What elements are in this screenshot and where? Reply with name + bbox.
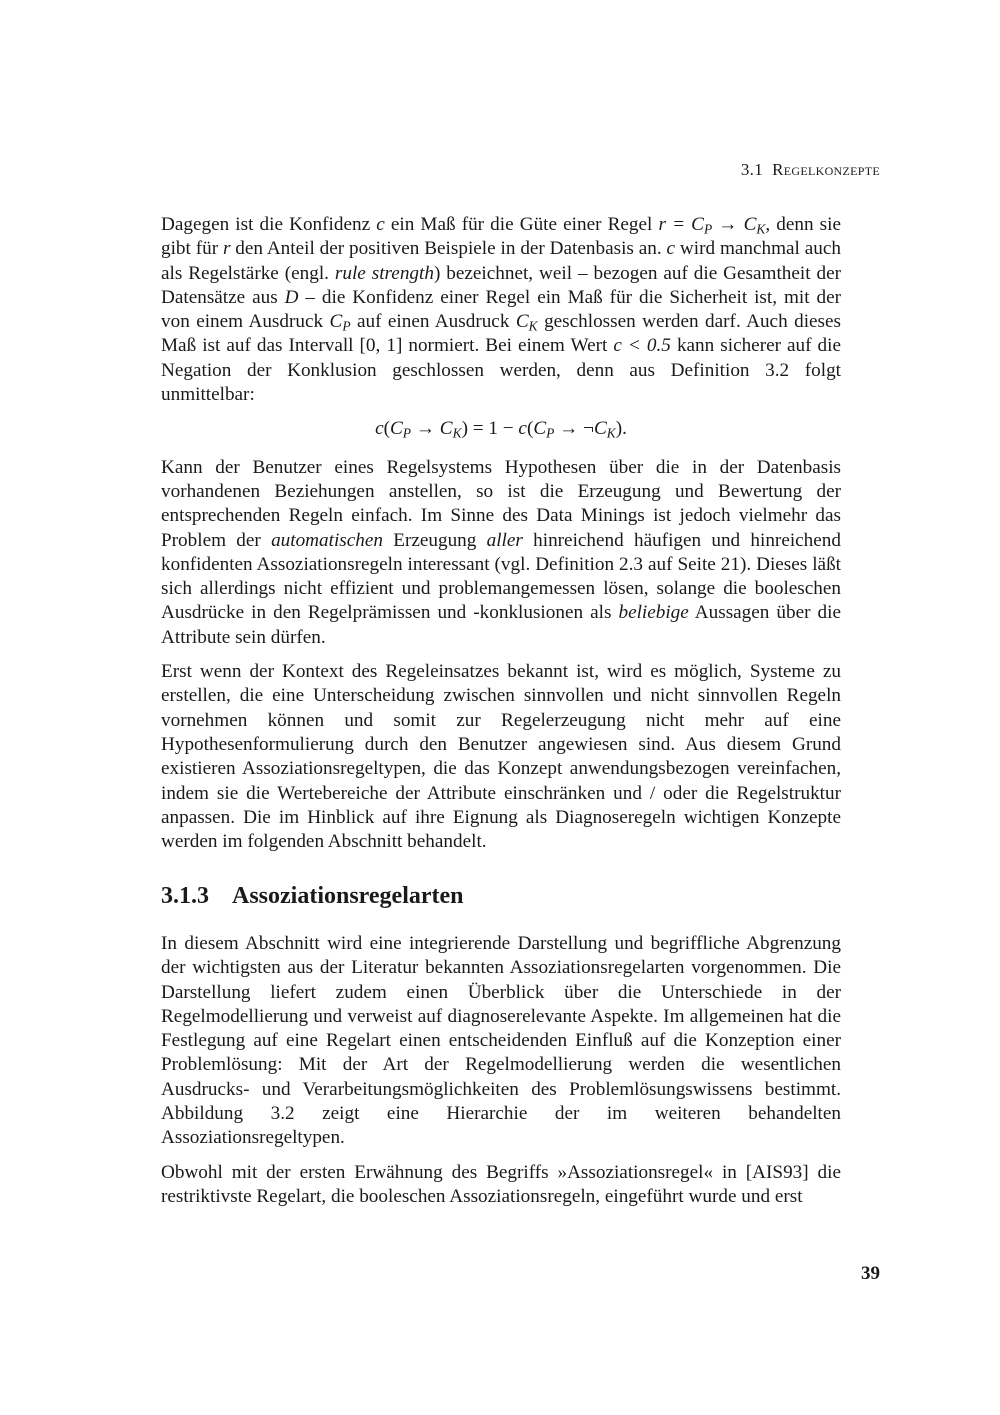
running-header — [741, 160, 880, 180]
section-title: Assoziationsregelarten — [232, 883, 464, 909]
body-text-upper — [161, 213, 841, 864]
body-text-lower — [161, 932, 841, 1219]
section-number: 3.1.3 — [161, 883, 209, 909]
paragraph-obwohl: Obwohl mit der ersten Erwähnung des Begriffs »Assoziationsregel« in [AIS93] die restriktivste Regelart, die booleschen Assoziationsregeln, eingeführt wurde und erst — [161, 1161, 841, 1207]
formula-confidence-negation: $c(C_P \to C_K) = 1 - c(C_P$ → $\neg C_K$). — [375, 418, 627, 441]
section-heading — [161, 883, 464, 910]
header-section-title: Regelkonzepte — [772, 160, 880, 179]
paragraph-abschnitt: In diesem Abschnitt wird eine integrierende Darstellung und begriffliche Abgrenzung der wichtigsten aus der Literatur bekannten Assoziationsregelarten vorgenommen. Die Darstellung liefert zudem einen Überblick über die Unterschiede in der Regelmodellierung und verweist auf diagnoserelevante Aspekte. Im allgemeinen hat die Festlegung auf eine Regelart einen entscheidenden Einfluß auf die Konzeption einer Problemlösung: Mit der Art der Regelmodellierung werden die wesentlichen Ausdrucks- und Verarbeitungsmöglichkeiten des Problemlösungswissens bestimmt. Abbildung 3.2 zeigt eine Hierarchie der im weiteren behandelten Assoziationsregeltypen. — [161, 933, 841, 1149]
paragraph-konfidenz: Dagegen ist die Konfidenz c ein Maß für die Güte einer Regel $r = C_P \to C_K$, denn sie gibt für r den Anteil der positiven Beispiele in der Datenbasis an. c wird manchmal auch als Regelstärke (engl. rule strength) bezeichnet, weil – bezogen auf die Gesamtheit der Datensätze aus D – die Konfidenz einer Regel ein Maß für die Sicherheit ist, mit der von einem Ausdruck $C_P$ auf einen Ausdruck $C_K$ geschlossen werden darf. Auch dieses Maß ist auf das Intervall [0, 1] normiert. Bei einem Wert c < 0.5 kann sicherer auf die Negation der Konklusion geschlossen werden, denn aus Definition 3.2 folgt unmittelbar: — [161, 214, 842, 406]
header-section-number: 3.1 — [740, 160, 763, 179]
page-number: 39 — [861, 1263, 880, 1284]
paragraph-kontext: Erst wenn der Kontext des Regeleinsatzes bekannt ist, wird es möglich, Systeme zu erstellen, die eine Unterscheidung zwischen sinnvollen und nicht sinnvollen Regeln vornehmen können und somit zur Regelerzeugung nicht mehr auf eine Hypothesenformulierung durch den Benutzer angewiesen sind. Aus diesem Grund existieren Assoziationsregeltypen, die das Konzept anwendungsbezogen vereinfachen, indem sie die Wertebereiche der Attribute einschränken und / oder die Regelstruktur anpassen. Die im Hinblick auf ihre Eignung als Diagnoseregeln wichtigen Konzepte werden im folgenden Abschnitt behandelt. — [161, 661, 841, 853]
paragraph-hypothesen: Kann der Benutzer eines Regelsystems Hypothesen über die in der Datenbasis vorhandenen Beziehungen anstellen, so ist die Erzeugung und Bewertung der entsprechenden Regeln einfach. Im Sinne des Data Minings ist jedoch vielmehr das Problem der automatischen Erzeugung aller hinreichend häufigen und hinreichend konfidenten Assoziationsregeln interessant (vgl. Definition 2.3 auf Seite 21). Dieses läßt sich allerdings nicht effizient und problemangemessen lösen, solange die booleschen Ausdrücke in den Regelprämissen und -konklusionen als beliebige Aussagen über die Attribute sein dürfen. — [161, 456, 841, 648]
